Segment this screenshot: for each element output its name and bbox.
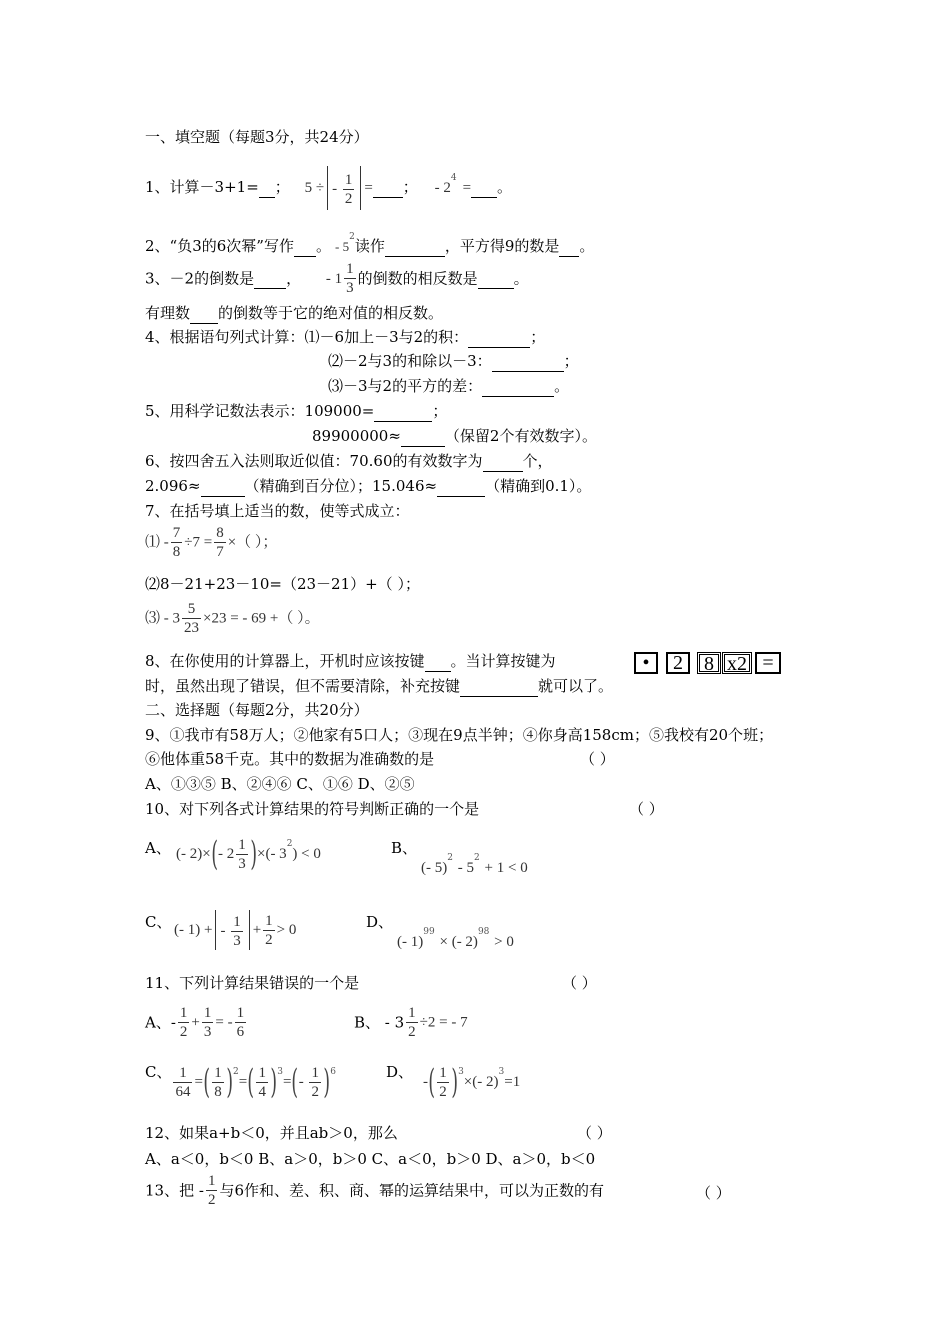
fraction: $\frac{1}{2}$ [265, 912, 273, 948]
answer-blank[interactable] [437, 476, 485, 497]
question-12-options: A、a＜0，b＜0 B、a＞0，b＞0 C、a＜0，b＞0 D、a＞0，b＜0 [145, 1150, 596, 1168]
question-8: 8、在你使用的计算器上，开机时应该按键 。当计算按键为 [145, 652, 556, 670]
answer-blank[interactable] [254, 268, 286, 289]
question-3: 3、－2的倒数是 ， - 1 $\frac{1}{3}$ 的倒数的相反数是 。 [145, 261, 529, 296]
answer-blank[interactable] [478, 268, 514, 289]
question-7-part1: ⑴ - $\frac{7}{8}$ ÷7 = $\frac{8}{7}$ ×（ ）； [145, 525, 278, 560]
question-12: 12、如果a+b＜0，并且ab＞0，那么 [145, 1124, 398, 1142]
answer-blank[interactable] [492, 351, 564, 372]
fraction: $\frac{1}{64}$ [175, 1064, 191, 1100]
abs-value: - $\frac{1}{2}$ [327, 166, 361, 210]
answer-blank[interactable] [401, 426, 445, 447]
fraction: $\frac{1}{6}$ [236, 1005, 245, 1040]
option-11a: A、- $\frac{1}{2}$ + $\frac{1}{3}$ = - $\frac{1}{6}$ [145, 1005, 245, 1040]
option-10d-formula: (- 1)$^{99}$ × (- 2)$^{98}$ > 0 [397, 927, 514, 950]
answer-paren[interactable]: （ ） [577, 1124, 612, 1142]
question-6-part2: 2.096≈ （精确到百分位）；15.046≈ （精确到0.1）。 [145, 477, 592, 495]
option-10a-label: A、 [145, 839, 171, 857]
answer-blank[interactable] [425, 651, 451, 672]
option-10b-formula: (- $5)^2 - 5^2 + 1 < 0$ [421, 853, 528, 876]
answer-blank[interactable] [374, 401, 432, 422]
question-5-part2: 89900000≈ （保留2个有效数字）。 [312, 427, 597, 445]
question-9: 9、①我市有58万人；②他家有5口人；③现在9点半钟；④你身高158cm；⑤我校有20个班； [145, 726, 774, 744]
option-11d: D、-( $\frac{1}{2}$ )$^3$×(- 2)$^3$=1 [386, 1062, 521, 1102]
option-10c-formula: (- 1) + - $\frac{1}{3}$ + $\frac{1}{2}$ > 0 [174, 910, 296, 956]
question-4-part2: ⑵－2与3的和除以－3： ； [328, 352, 579, 370]
answer-blank[interactable] [190, 303, 218, 324]
answer-blank[interactable] [482, 376, 554, 397]
fraction: $\frac{1}{2}$ [179, 1005, 188, 1040]
section-1-heading: 一、填空题（每题3分，共24分） [145, 128, 369, 146]
question-5: 5、用科学记数法表示：109000= ； [145, 402, 448, 420]
answer-paren[interactable]: （ ） [629, 800, 664, 818]
answer-blank[interactable] [294, 236, 316, 257]
answer-blank[interactable] [201, 476, 245, 497]
answer-paren[interactable]: （ ） [696, 1184, 731, 1202]
option-11c: C、 $\frac{1}{64}$ =( $\frac{1}{8}$ )$^2$=( $\frac{1}{4}$ )$^3$=(- $\frac{1}{2}$ )$^6$ [145, 1062, 336, 1102]
answer-blank[interactable] [385, 236, 445, 257]
fraction: $\frac{8}{7}$ [216, 525, 224, 560]
answer-blank[interactable] [559, 236, 579, 257]
answer-blank[interactable] [468, 327, 530, 348]
section-2-heading: 二、选择题（每题2分，共20分） [145, 701, 369, 719]
question-11: 11、下列计算结果错误的一个是 [145, 974, 360, 992]
key-8: 8 [697, 652, 721, 674]
key-equals: = [755, 652, 781, 674]
fraction: $\frac{1}{3}$ [238, 836, 246, 872]
answer-blank[interactable] [483, 451, 523, 472]
answer-blank[interactable] [471, 177, 497, 198]
option-11b: B、 - 3 $\frac{1}{2}$ ÷2 = - 7 [354, 1005, 468, 1040]
answer-paren[interactable]: （ ） [562, 974, 597, 992]
option-10c-label: C、 [145, 913, 172, 931]
fraction: $\frac{1}{3}$ [233, 913, 241, 949]
answer-blank[interactable] [373, 177, 403, 198]
question-8-part2: 时，虽然出现了错误，但不需要清除，补充按键 就可以了。 [145, 677, 614, 695]
question-6: 6、按四舍五入法则取近似值：70.60的有效数字为 个， [145, 452, 553, 470]
question-10: 10、对下列各式计算结果的符号判断正确的一个是 [145, 800, 480, 818]
question-7-part2: ⑵8－21+23－10=（23－21）+（ ）； [145, 575, 420, 593]
question-4-part3: ⑶－3与2的平方的差： 。 [328, 377, 570, 395]
question-13: 13、把 - $\frac{1}{2}$ 与6作和、差、积、商、幂的运算结果中，可以为正数的有 [145, 1173, 604, 1208]
key-dot: • [634, 652, 658, 674]
key-square: x2 [722, 652, 752, 674]
fraction: $\frac{1}{2}$ [207, 1173, 216, 1208]
question-2: 2、“负3的6次幂”写作 。 - $5^2$读作 ，平方得9的数是 。 [145, 232, 595, 255]
question-9-part2: ⑥他体重58千克。其中的数据为准确数的是 [145, 750, 435, 768]
option-10a-formula: (- 2)×(- 2 $\frac{1}{3}$ )×(- $3^2) < 0$ [176, 834, 321, 874]
fraction: $\frac{7}{8}$ [172, 525, 181, 560]
question-1: 1、计算－3+1= ； 5 ÷ - $\frac{1}{2}$ = ； - $2^4=$ 。 [145, 166, 512, 210]
option-10b-label: B、 [391, 839, 418, 857]
fraction: $\frac{1}{2}$ [439, 1064, 447, 1100]
question-3b: 有理数 的倒数等于它的绝对值的相反数。 [145, 304, 444, 322]
key-2: 2 [666, 652, 690, 674]
question-7-part3: ⑶ - 3 $\frac{5}{23}$ ×23 = - 69 +（ ）。 [145, 601, 320, 636]
question-9-options: A、①③⑤ B、②④⑥ C、①⑥ D、②⑤ [145, 775, 415, 793]
fraction: $\frac{1}{2}$ [344, 171, 353, 207]
fraction: $\frac{5}{23}$ [184, 601, 199, 636]
answer-blank[interactable] [259, 177, 275, 198]
option-10d-label: D、 [366, 913, 394, 931]
question-7: 7、在括号填上适当的数，使等式成立： [145, 502, 410, 520]
answer-blank[interactable] [460, 676, 538, 697]
fraction: $\frac{1}{3}$ [203, 1005, 212, 1040]
fraction: $\frac{1}{3}$ [346, 261, 354, 296]
answer-paren[interactable]: （ ） [580, 750, 615, 768]
fraction: $\frac{1}{2}$ [408, 1005, 416, 1040]
q1-text: 1、计算－3+1= [145, 178, 259, 196]
question-4: 4、根据语句列式计算：⑴－6加上－3与2的积： ； [145, 328, 546, 346]
